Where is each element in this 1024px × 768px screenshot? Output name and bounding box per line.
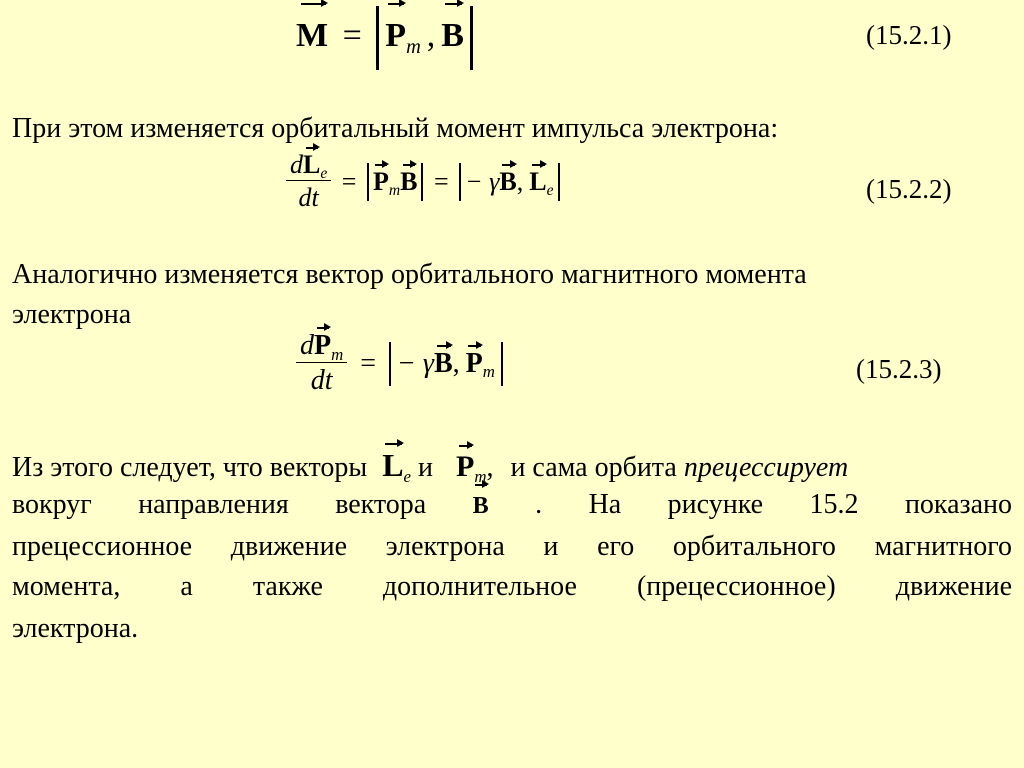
subscript-m: m	[331, 344, 344, 364]
vector-P: P	[465, 347, 483, 379]
vector-M: M	[296, 6, 328, 66]
vector-B: B	[441, 6, 464, 66]
paragraph-text: электрона	[12, 299, 132, 330]
commutator-bracket	[376, 6, 473, 70]
differential-d: d	[300, 330, 314, 361]
minus-gamma: − γ	[465, 166, 500, 196]
equation-number: (15.2.3)	[856, 354, 942, 384]
paragraph-text: Аналогично изменяется вектор орбитального магнитного момента	[12, 259, 807, 290]
text-span: и сама орбита	[510, 452, 677, 483]
equals-sign: =	[360, 347, 377, 379]
paragraph-text: электрона.	[12, 613, 139, 644]
vector-B: B	[473, 487, 489, 525]
vector-P: P	[372, 166, 389, 196]
vector-P: P	[456, 448, 474, 486]
comma: ,	[452, 347, 460, 379]
minus-gamma: − γ	[397, 347, 434, 379]
vector-L: L	[382, 447, 404, 483]
vector-P: P	[385, 6, 406, 66]
vector-B: B	[433, 347, 453, 379]
subscript-m: m	[474, 466, 487, 486]
subscript-e: e	[403, 466, 411, 486]
comma: ,	[516, 166, 524, 196]
vector-P: P	[314, 330, 332, 361]
denominator-dt: dt	[296, 362, 347, 397]
paragraph-text: При этом изменяется орбитальный момент импульса электрона:	[12, 113, 779, 144]
differential-d: d	[290, 150, 303, 179]
equation-number: (15.2.1)	[866, 20, 952, 50]
text-span: . На рисунке 15.2 показано	[535, 489, 1013, 520]
commutator-bracket	[389, 342, 503, 386]
equals-sign: =	[433, 166, 449, 196]
subscript-m: m	[406, 36, 421, 59]
vector-L: L	[303, 150, 321, 179]
commutator-bracket	[459, 163, 559, 201]
commutator-bracket	[367, 163, 424, 201]
equals-sign: =	[342, 17, 362, 54]
text-span: ,	[486, 452, 494, 483]
subscript-e: e	[546, 181, 554, 199]
denominator-dt: dt	[286, 180, 331, 213]
paragraph-text: момента, а также дополнительное (прецессионное) движение	[12, 571, 1012, 602]
comma: ,	[426, 17, 436, 54]
equation-15-2-1	[296, 6, 473, 70]
subscript-m: m	[388, 181, 401, 199]
equation-15-2-2	[286, 150, 560, 213]
vector-B: B	[499, 166, 517, 196]
italic-term: прецессирует	[683, 452, 849, 483]
subscript-m: m	[482, 362, 495, 382]
subscript-e: e	[320, 165, 328, 183]
paragraph-text: прецессионное движение электрона и его орбитального магнитного	[12, 531, 1012, 562]
equation-15-2-3	[296, 330, 503, 397]
fraction-dP-dt	[296, 330, 347, 397]
paragraph-text	[12, 486, 1012, 525]
text-span: и	[418, 452, 433, 483]
text-span: вокруг направления вектора	[12, 489, 427, 520]
text-span: Из этого следует, что векторы	[12, 452, 368, 483]
vector-L: L	[529, 166, 547, 196]
vector-B: B	[400, 166, 418, 196]
equation-number: (15.2.2)	[866, 174, 952, 204]
equals-sign: =	[341, 166, 357, 196]
paragraph-text	[12, 446, 848, 490]
fraction-dL-dt	[286, 150, 331, 213]
